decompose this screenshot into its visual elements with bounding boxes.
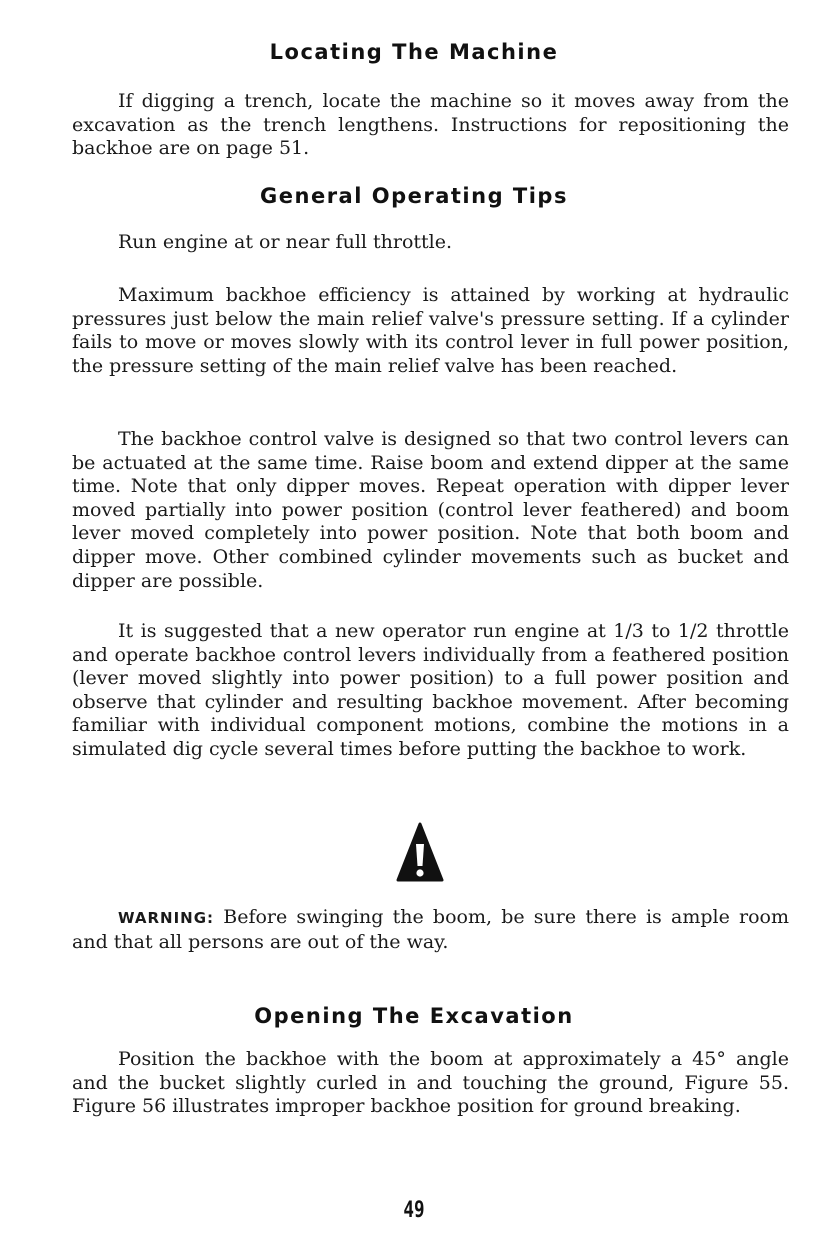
warning-triangle-icon — [396, 822, 444, 884]
warning-text: Before swinging the boom, be sure there is ample room and that all persons are out of the way. — [72, 906, 789, 953]
heading-locating-the-machine: Locating The Machine — [269, 40, 559, 64]
heading-opening-the-excavation: Opening The Excavation — [254, 1004, 574, 1028]
paragraph-tip-control-valve: The backhoe control valve is designed so that two control levers can be actuated at the same time. Raise boom and extend dipper at the same time. Note that only dipper moves. Repeat operation with dipper lever moved partially into power position (control lever feathered) and boom lever moved completely into power position. Note that both boom and dipper move. Other combined cylinder movements such as bucket and dipper are possible. — [72, 428, 789, 592]
page-number: 49 — [403, 1198, 425, 1223]
warning-paragraph — [72, 906, 789, 954]
paragraph-opening: Position the backhoe with the boom at approximately a 45° angle and the bucket slightly curled in and touching the ground, Figure 55. Figure 56 illustrates improper backhoe position for ground breaking. — [72, 1048, 789, 1118]
paragraph-tip-efficiency: Maximum backhoe efficiency is attained by working at hydraulic pressures just below the main relief valve's pressure setting. If a cylinder fails to move or moves slowly with its control lever in full power position, the pressure setting of the main relief valve has been reached. — [72, 284, 789, 377]
heading-general-operating-tips: General Operating Tips — [260, 184, 568, 208]
paragraph-tip-throttle: Run engine at or near full throttle. — [118, 231, 453, 253]
paragraph-tip-new-operator: It is suggested that a new operator run engine at 1/3 to 1/2 throttle and operate backhoe control levers individually from a feathered position (lever moved slightly into power position) to a full power position and observe that cylinder and resulting backhoe movement. After becoming familiar with individual component motions, combine the motions in a simulated dig cycle several times before putting the backhoe to work. — [72, 620, 789, 760]
paragraph-locating: If digging a trench, locate the machine so it moves away from the excavation as the trench lengthens. Instructions for repositioning the backhoe are on page 51. — [72, 90, 789, 160]
warning-label: WARNING: — [118, 909, 215, 927]
